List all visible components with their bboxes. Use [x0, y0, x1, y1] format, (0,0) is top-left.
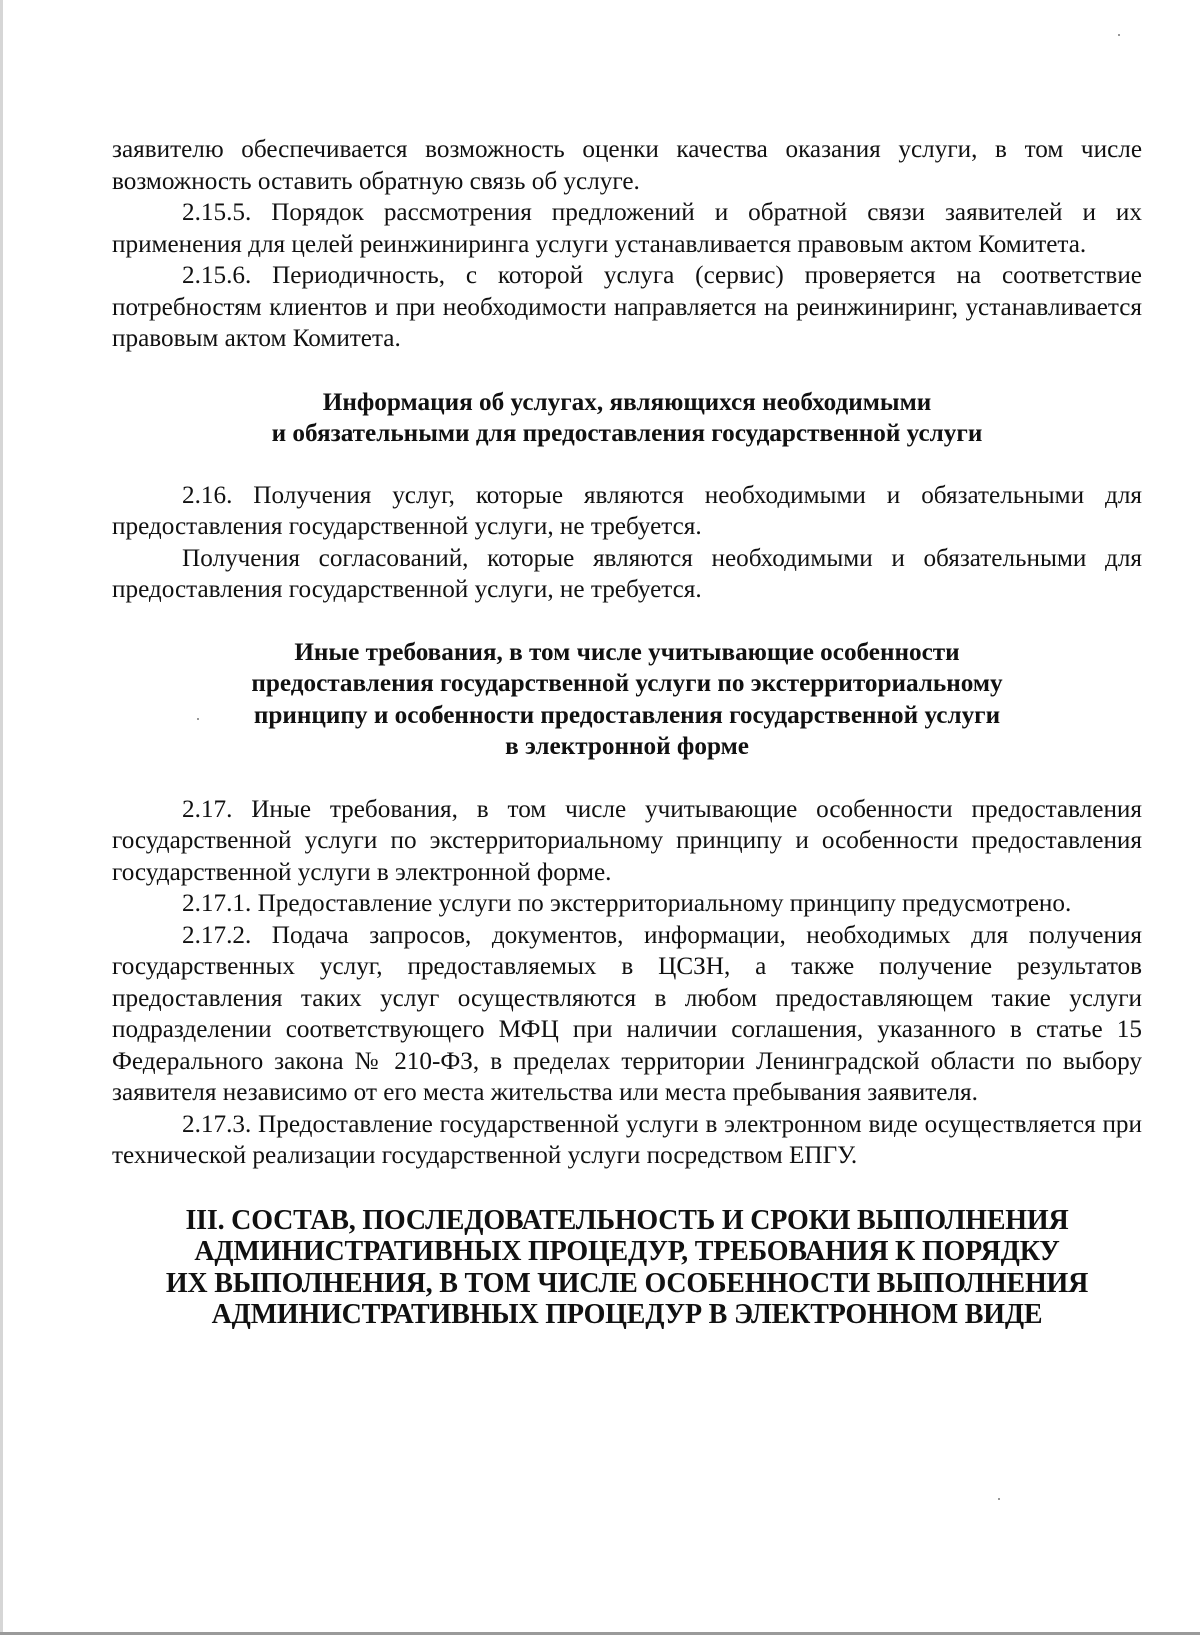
- scan-edge-left: [0, 0, 3, 1635]
- scan-speck: [1118, 34, 1120, 36]
- paragraph-2-16: 2.16. Получения услуг, которые являются необходимыми и обязательными для предоставления государственной услуги, не требуется.: [112, 481, 1142, 540]
- scan-speck: [998, 1498, 1000, 1500]
- paragraph-2-17-2: 2.17.2. Подача запросов, документов, информации, необходимых для получения государственных услуг, предоставляемых в ЦСЗН, а также получение результатов предоставления таких услуг осуществляются в любом предоставляющем такие услуги подразделении соответствующего МФЦ при наличии соглашения, указанного в статье 15 Федерального закона № 210-ФЗ, в пределах территории Ленинградской области по выбору заявителя независимо от его места жительства или места пребывания заявителя.: [112, 921, 1142, 1106]
- section-heading-required-services: Информация об услугах, являющихся необходимыми и обязательными для предоставления государственной услуги: [271, 388, 983, 447]
- section-heading-other-requirements: Иные требования, в том числе учитывающие особенности предоставления государственной услуги по экстерриториальному принципу и особенности предоставления государственной услуги в электронной форме: [251, 638, 1003, 760]
- paragraph-2-17-1: 2.17.1. Предоставление услуги по экстерриториальному принципу предусмотрено.: [182, 890, 1072, 917]
- paragraph-2-15-6: 2.15.6. Периодичность, с которой услуга (сервис) проверяется на соответствие потребностям клиентов и при необходимости направляется на реинжиниринг, устанавливается правовым актом Комитета.: [112, 262, 1142, 352]
- paragraph-continuation: заявителю обеспечивается возможность оценки качества оказания услуги, в том числе возможность оставить обратную связь об услуге.: [112, 136, 1142, 195]
- chapter-heading-iii: III. СОСТАВ, ПОСЛЕДОВАТЕЛЬНОСТЬ И СРОКИ ВЫПОЛНЕНИЯ АДМИНИСТРАТИВНЫХ ПРОЦЕДУР, ТРЕБОВАНИЯ К ПОРЯДКУ ИХ ВЫПОЛНЕНИЯ, В ТОМ ЧИСЛЕ ОСОБЕННОСТИ ВЫПОЛНЕНИЯ АДМИНИСТРАТИВНЫХ ПРОЦЕДУР В ЭЛЕКТРОННОМ ВИДЕ: [165, 1204, 1089, 1330]
- paragraph-2-15-5: 2.15.5. Порядок рассмотрения предложений и обратной связи заявителей и их применения для целей реинжиниринга услуги устанавливается правовым актом Комитета.: [112, 199, 1142, 258]
- paragraph-2-17-3: 2.17.3. Предоставление государственной услуги в электронном виде осуществляется при технической реализации государственной услуги посредством ЕПГУ.: [112, 1110, 1142, 1169]
- paragraph-2-17: 2.17. Иные требования, в том числе учитывающие особенности предоставления государственной услуги по экстерриториальному принципу и особенности предоставления государственной услуги в электронной форме.: [112, 795, 1142, 886]
- paragraph-approvals: Получения согласований, которые являются необходимыми и обязательными для предоставления государственной услуги, не требуется.: [112, 544, 1142, 603]
- document-body: [112, 134, 1142, 1331]
